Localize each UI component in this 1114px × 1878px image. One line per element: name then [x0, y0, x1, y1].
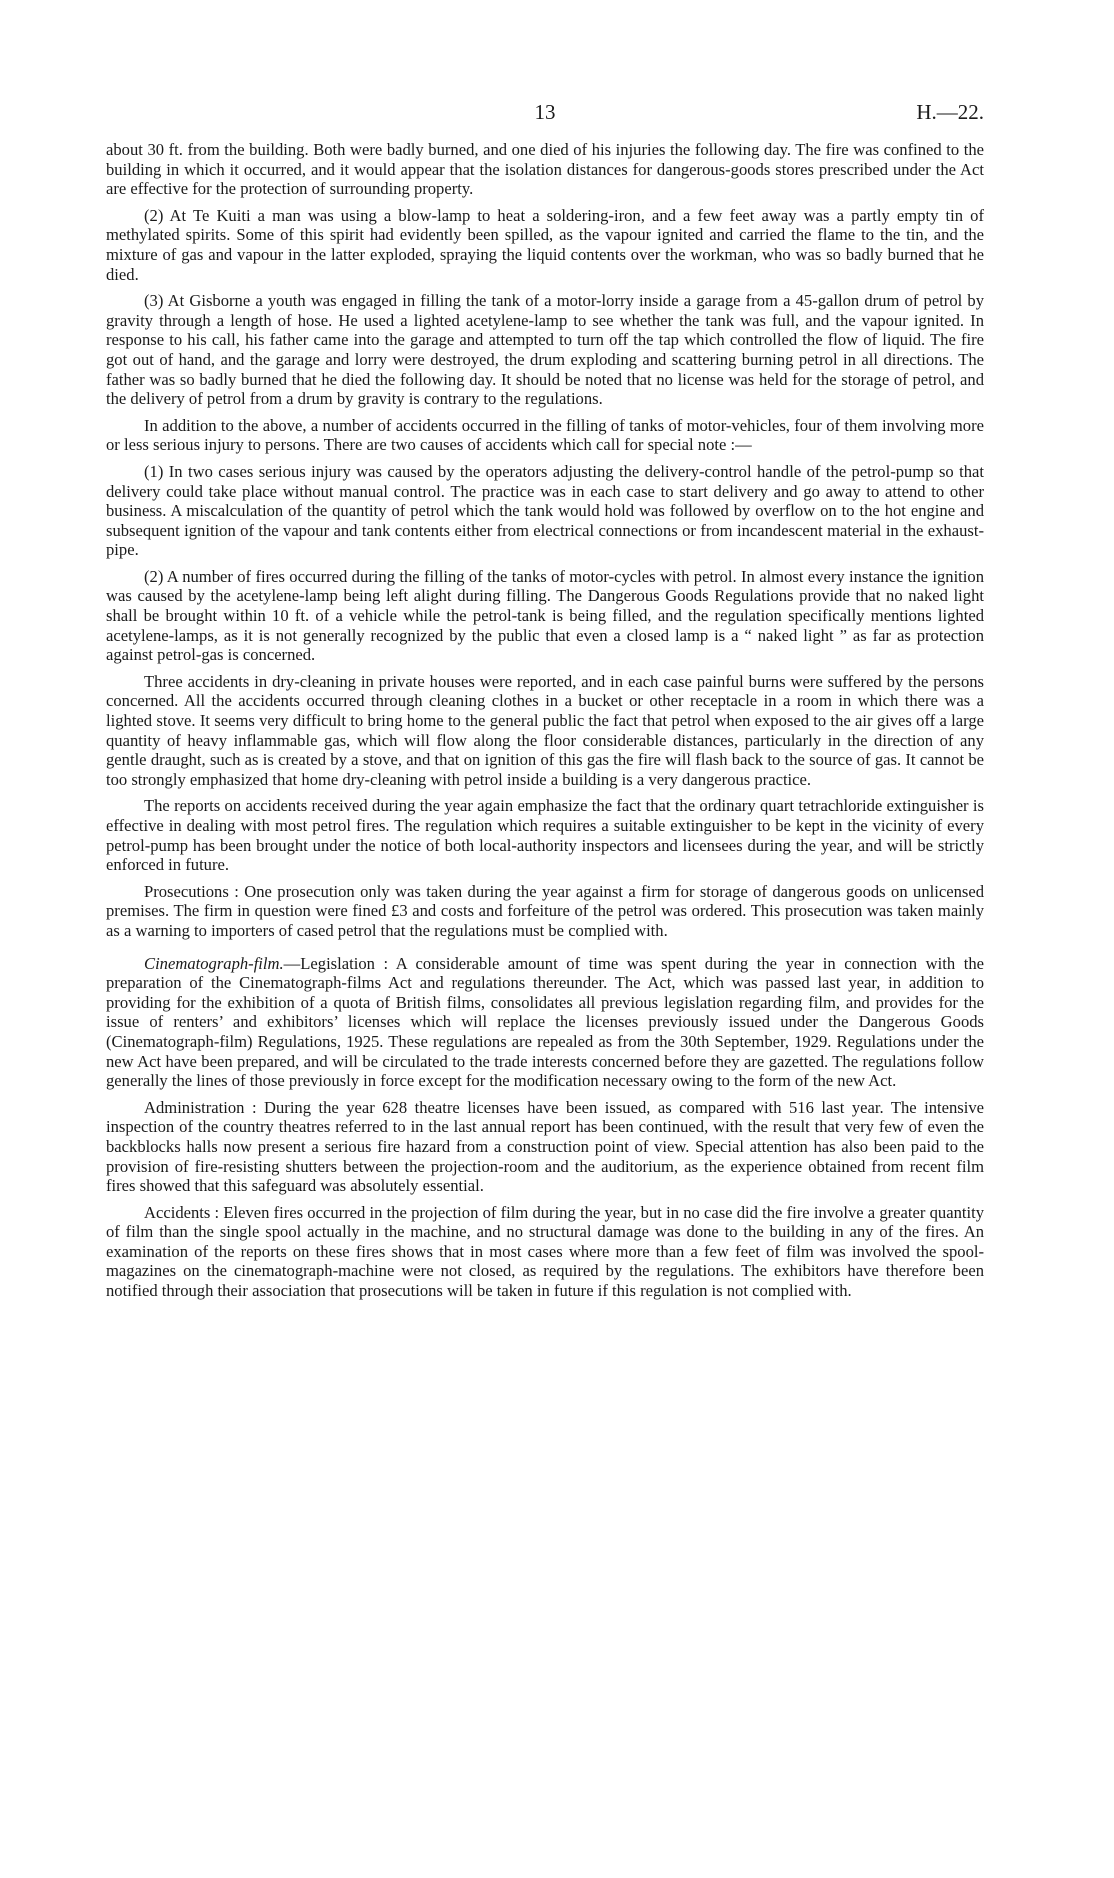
page-number: 13: [534, 100, 556, 124]
paragraph-te-kuiti-accident: (2) At Te Kuiti a man was using a blow-lamp to heat a soldering-iron, and a few feet away was a partly empty tin of methylated spirits. Some of this spirit had evidently been spilled, as the vapour ignited and carried the flame to the tin, and the mixture of gas and vapour in the latter exploded, spraying the liquid contents over the workman, who was so badly burned that he died.: [106, 205, 984, 284]
paragraph-motor-cycle-fires: (2) A number of fires occurred during the filling of the tanks of motor-cycles with petrol. In almost every instance the ignition was caused by the acetylene-lamp being left alight during filling. The Dangerous Goods Regulations provide that no naked light shall be brought within 10 ft. of a vehicle while the petrol-tank is being filled, and the regulation specifically mentions lighted acetylene-lamps, as it is not generally recognized by the public that even a closed lamp is a “ naked light ” as far as protection against petrol-gas is concerned.: [106, 566, 984, 665]
paragraph-film-accidents: Accidents : Eleven fires occurred in the projection of film during the year, but in no case did the fire involve a greater quantity of film than the single spool actually in the machine, and no structural damage was done to the building in any of the fires. An examination of the reports on these fires shows that in most cases where more than a few feet of film was involved the spool-magazines on the cinematograph-machine were not closed, as required by the regulations. The exhibitors have therefore been notified through their association that prosecutions will be taken in future if this regulation is not complied with.: [106, 1202, 984, 1301]
paragraph-dry-cleaning: Three accidents in dry-cleaning in private houses were reported, and in each case painful burns were suffered by the persons concerned. All the accidents occurred through cleaning clothes in a bucket or other receptacle in a room in which there was a lighted stove. It seems very difficult to bring home to the general public the fact that petrol when exposed to the air gives off a large quantity of heavy inflammable gas, which will flow along the floor considerable distances, particularly in the direction of any gentle draught, such as is created by a stove, and that on ignition of this gas the fire will flash back to the source of gas. It cannot be too strongly emphasized that home dry-cleaning with petrol inside a building is a very dangerous practice.: [106, 671, 984, 789]
paragraph-gisborne-accident: (3) At Gisborne a youth was engaged in filling the tank of a motor-lorry inside a garage from a 45-gallon drum of petrol by gravity through a length of hose. He used a lighted acetylene-lamp to see whether the tank was full, and the vapour ignited. In response to his call, his father came into the garage and attempted to turn off the tap which controlled the flow of liquid. The fire got out of hand, and the garage and lorry were destroyed, the drum exploding and scattering burning petrol in all directions. The father was so badly burned that he died the following day. It should be noted that no license was held for the storage of petrol, and the delivery of petrol from a drum by gravity is contrary to the regulations.: [106, 291, 984, 409]
paragraph-extinguishers: The reports on accidents received during the year again emphasize the fact that the ordinary quart tetrachloride extinguisher is effective in dealing with most petrol fires. The regulation which requires a suitable extinguisher to be kept in the vicinity of every petrol-pump has been brought under the notice of both local-authority inspectors and licensees during the year, and will be strictly enforced in future.: [106, 796, 984, 875]
document-reference: H.—22.: [916, 100, 984, 124]
paragraph-cinematograph-legislation: [106, 954, 984, 1091]
page-header: [106, 100, 984, 140]
section-heading: Cinematograph-film.: [144, 953, 284, 973]
paragraph-administration: Administration : During the year 628 theatre licenses have been issued, as compared with 516 last year. The intensive inspection of the country theatres referred to in the last annual report has been continued, with the result that very few of even the backblocks halls now present a serious fire hazard from a construction point of view. Special attention has also been paid to the provision of fire-resisting shutters between the projection-room and the auditorium, as the experience obtained from recent film fires showed that this safeguard was absolutely essential.: [106, 1097, 984, 1196]
paragraph-continuation: about 30 ft. from the building. Both were badly burned, and one died of his injuries the following day. The fire was confined to the building in which it occurred, and it would appear that the isolation distances for dangerous-goods stores prescribed under the Act are effective for the protection of surrounding property.: [106, 140, 984, 199]
document-page: [106, 100, 984, 1308]
paragraph-filling-accidents: In addition to the above, a number of accidents occurred in the filling of tanks of motor-vehicles, four of them involving more or less serious injury to persons. There are two causes of accidents which call for special note :—: [106, 415, 984, 455]
document-body: [106, 140, 984, 1301]
paragraph-prosecutions: Prosecutions : One prosecution only was taken during the year against a firm for storage of dangerous goods on unlicensed premises. The firm in question were fined £3 and costs and forfeiture of the petrol was ordered. This prosecution was taken mainly as a warning to importers of cased petrol that the regulations must be complied with.: [106, 881, 984, 940]
paragraph-delivery-control: (1) In two cases serious injury was caused by the operators adjusting the delivery-control handle of the petrol-pump so that delivery could take place without manual control. The practice was in each case to start delivery and go away to attend to other business. A miscalculation of the quantity of petrol which the tank would hold was followed by overflow on to the hot engine and subsequent ignition of the vapour and tank contents either from electrical connections or from incandescent material in the exhaust-pipe.: [106, 461, 984, 560]
legislation-text: —Legislation : A considerable amount of time was spent during the year in connection with the preparation of the Cinematograph-films Act and regulations thereunder. The Act, which was passed last year, in addition to providing for the exhibition of a quota of British films, consolidates all previous legislation regarding film, and provides for the issue of renters’ and exhibitors’ licenses which will replace the licenses previously issued under the Dangerous Goods (Cinematograph-film) Regulations, 1925. These regulations are repealed as from the 30th September, 1929. Regulations under the new Act have been prepared, and will be circulated to the trade interests concerned before they are gazetted. The regulations follow generally the lines of those previously in force except for the modification necessary owing to the form of the new Act.: [106, 953, 984, 1091]
